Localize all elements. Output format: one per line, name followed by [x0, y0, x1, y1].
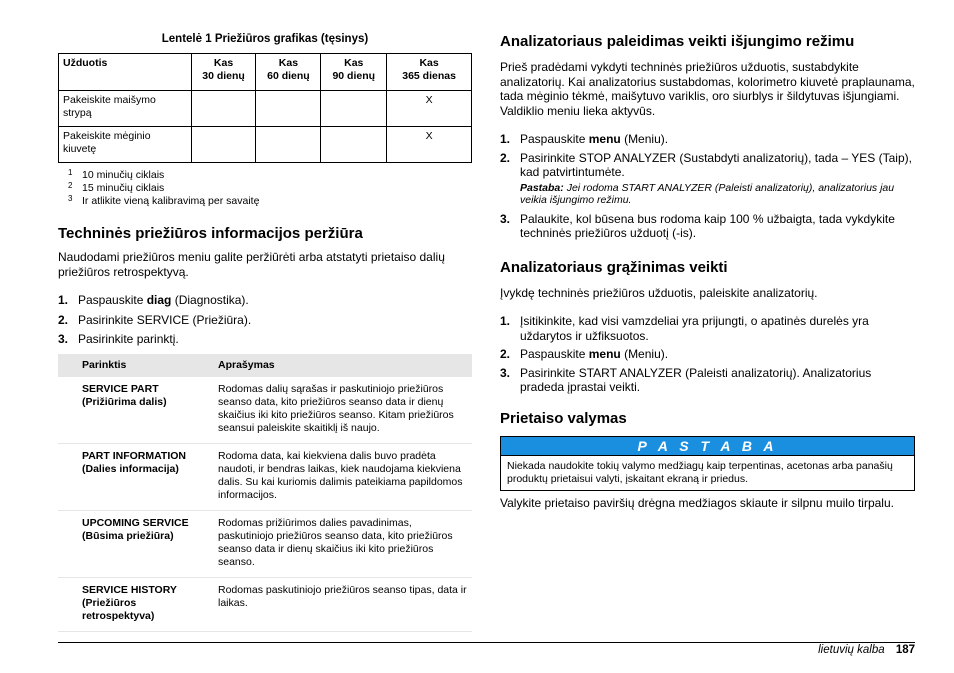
footnote: 2 15 minučių ciklais: [68, 181, 165, 194]
mark-cell: [191, 91, 256, 127]
history-steps: [58, 293, 472, 347]
col-header-365-days: Kas 365 dienas: [387, 54, 472, 91]
footer: [818, 643, 915, 657]
footnote: 1 10 minučių ciklais: [68, 168, 165, 181]
service-menu-table: [58, 354, 472, 632]
list-item: 3. Pasirinkite parinktį.: [58, 332, 179, 346]
list-item: 1. Įsitikinkite, kad visi vamzdeliai yra prijungti, o apatinės durelės yra uždarytos ir užfiksuotos.: [500, 314, 869, 343]
restart-section-intro: Įvykdę techninės priežiūros užduotis, paleiskite analizatorių.: [500, 286, 818, 300]
schedule-footnotes: [68, 169, 468, 208]
col-header-30-days: Kas 30 dienų: [191, 54, 256, 91]
shutdown-steps: [500, 132, 915, 241]
col-header-description: Aprašymas: [214, 354, 472, 377]
task-cell: Pakeiskite maišymo strypą: [59, 91, 192, 127]
table-row: [58, 377, 472, 444]
description-cell: Rodomas dalių sąrašas ir paskutiniojo priežiūros seanso data, kito priežiūros seanso data ir dienų skaičius iki kito priežiūros seanso. Kitam priežiūros seansui paleiskite skaitiklį iš naujo.: [214, 377, 472, 444]
shutdown-note: Pastaba: Jei rodoma START ANALYZER (Paleisti analizatorių), analizatorius jau veikia išjungimo režimu.: [520, 181, 895, 206]
mark-cell: X: [387, 127, 472, 163]
description-cell: Rodomas paskutiniojo priežiūros seanso tipas, data ir laikas.: [214, 578, 472, 632]
option-cell: UPCOMING SERVICE (Būsima priežiūra): [58, 511, 214, 578]
list-item: 1. Paspauskite diag (Diagnostika).: [58, 293, 249, 307]
task-cell: Pakeiskite mėginio kiuvetę: [59, 127, 192, 163]
restart-steps: [500, 314, 915, 395]
col-header-60-days: Kas 60 dienų: [256, 54, 321, 91]
restart-section-title: Analizatoriaus grąžinimas veikti: [500, 259, 728, 276]
mark-cell: [191, 127, 256, 163]
option-cell: SERVICE PART (Prižiūrima dalis): [58, 377, 214, 444]
history-section-title: Techninės priežiūros informacijos peržiūra: [58, 225, 363, 242]
table-row: [58, 511, 472, 578]
notice-label: P A S T A B A: [500, 436, 915, 456]
history-section-intro: Naudodami priežiūros meniu galite peržiūrėti arba atstatyti prietaiso dalių priežiūros retrospektyvą.: [58, 250, 445, 279]
table-row: [58, 444, 472, 511]
list-item: 3. Palaukite, kol būsena bus rodoma kaip 100 % užbaigta, tada vykdykite techninės priežiūros užduotį (-is).: [500, 211, 895, 240]
schedule-table-header-row: [59, 54, 472, 91]
notice-box: [500, 436, 915, 491]
cleaning-section-title: Prietaiso valymas: [500, 410, 627, 427]
option-cell: SERVICE HISTORY (Priežiūros retrospektyva): [58, 578, 214, 632]
notice-text: Niekada naudokite tokių valymo medžiagų kaip terpentinas, acetonas arba panašių produktų prietaisui valyti, įskaitant ekraną ir priedus.: [500, 456, 915, 491]
shutdown-section-intro: Prieš pradėdami vykdyti techninės priežiūros užduotis, sustabdykite analizatorių. Kai analizatorius sustabdomas, kolorimetro kiuvetė praplaunama, tada mėginio tėkmė, maišytuvo variklis, oro siurblys ir šildytuvas išjungiami. Valdiklio meniu lieka aktyvūs.: [500, 60, 915, 118]
col-header-90-days: Kas 90 dienų: [321, 54, 387, 91]
table-row: [59, 127, 472, 163]
mark-cell: [321, 91, 387, 127]
mark-cell: X: [387, 91, 472, 127]
col-header-option: Parinktis: [58, 354, 214, 377]
footnote: 3 Ir atlikite vieną kalibravimą per savaitę: [68, 194, 260, 207]
schedule-table: [58, 53, 472, 163]
list-item: 2. Pasirinkite SERVICE (Priežiūra).: [58, 312, 252, 327]
list-item: 3. Pasirinkite START ANALYZER (Paleisti analizatorių). Analizatorius pradeda įprastai veikti.: [500, 365, 872, 394]
mark-cell: [256, 127, 321, 163]
col-header-task: Užduotis: [59, 54, 192, 91]
list-item: 2. Pasirinkite STOP ANALYZER (Sustabdyti analizatorių), tada – YES (Taip), kad patvirtintumėte. Pastaba: Jei rodoma START ANALYZER (Paleisti analizatorių), analizatorius jau veikia išjungimo režimu.: [500, 151, 915, 207]
table-row: [59, 91, 472, 127]
list-item: 2. Paspauskite menu (Meniu).: [500, 347, 669, 361]
schedule-table-caption: Lentelė 1 Priežiūros grafikas (tęsinys): [161, 33, 369, 45]
page-number: 187: [895, 644, 915, 656]
mark-cell: [321, 127, 387, 163]
footer-language: lietuvių kalba: [818, 644, 885, 656]
option-cell: PART INFORMATION (Dalies informacija): [58, 444, 214, 511]
table-row: [58, 578, 472, 632]
menu-table-header-row: [58, 354, 472, 377]
list-item: 1. Paspauskite menu (Meniu).: [500, 132, 669, 146]
footer-rule: [58, 642, 915, 643]
description-cell: Rodomas prižiūrimos dalies pavadinimas, paskutiniojo priežiūros seanso data, kito priežiūros seanso data ir dienų skaičius iki kito priežiūros seanso.: [214, 511, 472, 578]
shutdown-section-title: Analizatoriaus paleidimas veikti išjungimo režimu: [500, 33, 855, 50]
cleaning-section-body: Valykite prietaiso paviršių drėgna medžiagos skiaute ir silpnu muilo tirpalu.: [500, 496, 894, 510]
description-cell: Rodoma data, kai kiekviena dalis buvo pradėta naudoti, ir bendras laikas, kiek naudojama kiekviena dalis. Su kai kuriomis dalimis pateikiama papildomos informacijos.: [214, 444, 472, 511]
mark-cell: [256, 91, 321, 127]
